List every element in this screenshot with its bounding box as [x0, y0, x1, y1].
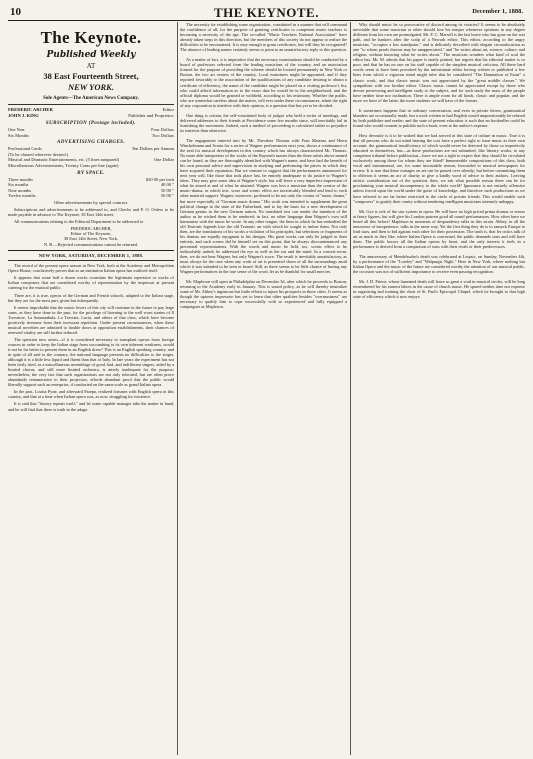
editor-title: Editor of The Keynote,: [70, 231, 112, 237]
rate-label: Six months: [8, 182, 29, 188]
rate-label: Three months: [8, 176, 33, 182]
rate-price: $30 00 per inch: [145, 176, 174, 182]
staff-role: Publisher and Proprietor.: [128, 113, 174, 118]
rate-price: 40 00 ": [160, 182, 174, 188]
article-paragraph: As a matter of fact, it is imperative that the necessary examinations should be conducted by a board of professors selected from the leading musicians of the country, and an association formed for the purpose of providing the scheme should be located permanently in New York or Boston, the two art centers of the country. Local examiners might be appointed, and if they reported favorably to the association of the qualifications of any candidate desiring to obtain a certificate of efficiency, the name of the candidate might be placed on a visiting professor's list, who could afford information as to the exact date he would be in the neighborhood, and the official diploma would be granted or withheld, according to his testimony. Whether the public, who are somewhat careless about the matter, will ever under these circumstances, admit the right of any corporation to interfere with their opinion, is a question that has yet to be decided.: [180, 57, 347, 108]
column-rule: [350, 22, 351, 755]
column-1-articles: [8, 263, 174, 411]
space-heading: BY SPACE.: [77, 170, 105, 176]
subscription-notice: Subscriptions and advertisements to be addressed to, and Checks and P. O. Orders to be made payable in advance to The Keynote, 38 East 14th street.: [8, 206, 174, 217]
divider: [8, 250, 174, 251]
editorial-notice: All communications relating to the Editorial Department to be addressed to: [14, 218, 144, 224]
advertising-rates: [8, 146, 174, 168]
columns: [8, 22, 525, 755]
rate-price: 56 00 ": [160, 193, 174, 199]
page-title: THE KEYNOTE.: [214, 5, 319, 20]
rate-label: One Year: [8, 127, 25, 132]
column-1: [8, 22, 174, 755]
staff-role: Editor: [162, 107, 174, 112]
article-paragraph: It is said that "history repeats itself," and let some capable manager take the matter in hand, and he will find that there is truth in the adage.: [8, 401, 174, 412]
rate-row: [8, 163, 174, 169]
article-paragraph: It seems improbable that the music lovers of this city will continue in the future to pay large sums, as they have done in the past, for the privilege of listening to the well worn strains of Il Trovatore, La Sonnambula, La Traviata, Lucia, and others of that class, which have become positively tiresome from their incessant repetition. Under present circumstances, when these musical novelties are admitted to double doors at opposition establishments, their chances of renewed vitality are still further reduced.: [8, 304, 174, 335]
column-3-articles: [353, 22, 525, 299]
article-paragraph: Mr. Gye is sick of the star system in opera. He will have no high priced prima donnas or tenors at fancy figures, but will give his London patrons good all round performances. How often have we heard all this before! Mapleson in moments of despondency talks in this strain. Abbey, in all the innocence of inexperience, talks in the same way. Yet the first thing they do is to ransack Europe to find stars, and then to bid against each other for their possession. The truth is, that let critics talk of art as much as they like, where Italian Opera is concerned, the public demands stars and will have them. The public knows all the Italian operas by heart, and the only interest it feels in a performance is derived from a comparison of stars with their rivals or their predecessors.: [353, 208, 525, 249]
running-header: [8, 6, 525, 21]
article-paragraph: In the past, Louisa Pyne, and afterward Parepa, realized fortunes with English opera in this country, and that at a time when Italian opera was, as now, struggling for existence.: [8, 389, 174, 400]
rate-row: [8, 133, 174, 139]
rate-price: Ten Dollars per Annum: [131, 146, 174, 152]
article-paragraph: The question now arises—if it is considered necessary to transplant operas from foreign sources in order to keep the Italian stage from succumbing to its own inherent weakness, would it not be far better to present them in an English dress? This is an English speaking country, and in spite of all said to the contrary, the national language presents no difficulties to the singer, although it is a little less liquid and fluent than that of Italy. In late years the experiment has not been fairly tried, as a miscellaneous assemblage of good, bad, and indifferent singers, aided by a limited chorus, and still more limited orchestra, is utterly inadequate for the purpose; nevertheless, the very fact that such organizations are not only tolerated, but are often prove abundantly remunerative to their projectors, affords abundant proof that the public would liberally support such an enterprise, if conducted on the same scale as grand Italian opera.: [8, 336, 174, 388]
masthead-title: The Keynote.: [40, 28, 142, 47]
masthead-at: AT: [86, 62, 96, 70]
masthead: [8, 28, 174, 261]
rate-label: Nine months: [8, 187, 32, 193]
staff-name: FREDERIC ARCHER: [8, 107, 53, 112]
rate-label: Professional Cards: [8, 146, 42, 152]
masthead-address: 38 East Fourteenth Street,: [43, 71, 139, 81]
rate-row: [8, 193, 174, 199]
article-paragraph: It sometimes happens that in ordinary conversation, and even in private letters, grammatical blunders are occasionally made, but a work written in bad English would unquestionably be refused by both publisher and reader; and the state of present education is such that no bookseller could be found who would consent to publish such a book, even at the author's expense.: [353, 107, 525, 128]
article-paragraph: One thing is certain, the self-constituted body of judges who held a series of meetings, and delivered addresses to their friends at Providence some few months since, will inevitably fail in furnishing the movement. Indeed, such a method of proceeding is calculated rather to prejudice its interests than otherwise.: [180, 112, 347, 133]
article-paragraph: There are, it is true, operas of the German and French schools, adapted to the Italian stage, but they are for the most part, given but infrequently.: [8, 292, 174, 303]
page-number: 10: [10, 6, 21, 18]
rate-price: Two Dollars: [151, 132, 174, 138]
space-rates: [8, 177, 174, 199]
rate-label: Twelve months: [8, 193, 36, 199]
staff-name: JOHN J. KING: [8, 113, 39, 118]
rate-price: Four Dollars: [151, 127, 174, 132]
column-3: [353, 22, 525, 755]
article-paragraph: Mr. Mapleson will open in Philadelphia on December 3d, after which he proceeds to Boston, returning to the Academy early in January. This is sound policy, as he will thereby neutralize some of Mr. Abbey's ingenious but futile efforts to injure his prospects in those cities. It seems as though the uptown impresario has yet to learn that other qualities besides "overmastness" are necessary to qualify him to cope successfully with so experienced and fully equipped a campaigner as Mapleson.: [180, 279, 347, 310]
article-paragraph: The anniversary of Mendelssohn's death was celebrated at Leipsic, on Sunday, November 4th, by a performance of the "Loreley" and "Walpurgis Night." Here in New York, where nothing but Italian Opera and the music of the future are considered worthy the attention of our musical public, the occasion was not of sufficient importance to receive even passing recognition.: [353, 253, 525, 275]
article-paragraph: The necessity for establishing some organization, constituted in a manner that will command the confidence of all, for the purpose of granting certificates to competent music teachers is becoming a necessity of the age. The so-called "Music Teachers National Association" have already taken steps in this direction, but the members of this society do not appear to realize the difficulties to be encountered. It is easy enough to grant certificates, but will they be recognized? The absence of leading names certainly seems to point to an unsatisfactory reply to this question.: [180, 22, 347, 53]
article-paragraph: Why should music be so provocative of discord among its votaries? It seems to be absolutely inevitable that some musician or other should lose his temper whenever opinions in any degree different from his own are promulgated. Mr. F. C. Marsell is the last brave who has gone on the war path, and he hankers after the scalp of a Newark editor. This editor, according to the angry musician, "occupies a low standpoint," and is delicately described with elegant circumlocution as one "to whom pearls thrown may be unappreciated," and "he writes about art, science, culture, and religion, without knowing what he writes about." The musician wonders what kind of soul the editor has. Mr. M. admits that his paper is neatly printed, but regrets that his editorial matter is so poor, and that he has no one on his staff capable of the simplest musical criticism. All these hard words seem to have been provoked by the unfortunate editor having written or published a few lines from which a vigorous mind might infer that he considered "The Damnation of Faust" a classic work, and that classic music was not appreciated by the "great middle classes." We sympathize with our brother editor. Classic music cannot be appreciated except by those who devote persevering and intelligent study to the subject, and for such study the mass of the people have neither time nor inclination. There is ample room for all kinds, classic and popular, and the more we have of the latter, the more students we will have of the former.: [353, 22, 525, 103]
article-paragraph: It appears that some half a dozen works constitute the legitimate repertoire or works of Italian composers that are considered worthy of representation by the impresari at present catering for the musical public.: [8, 275, 174, 291]
staff-row: [8, 113, 174, 119]
advertising-heading: ADVERTISING CHARGES.: [56, 140, 126, 146]
sole-agents: Sole Agents—The American News Company.: [43, 96, 139, 101]
editor-address: 38 East 14th Street, New York.: [63, 236, 119, 242]
staff-list: [8, 107, 174, 119]
rejected-note: N. B.—Rejected communications cannot be returned.: [43, 241, 139, 247]
editor-name: FREDERIC ARCHER,: [70, 225, 112, 231]
other-ads-note: Other advertisements by special contract.: [53, 199, 129, 205]
subscription-heading: SUBSCRIPTION (Postage included).: [45, 121, 137, 126]
column-rule: [177, 22, 178, 755]
masthead-subtitle: Published Weekly: [46, 50, 136, 60]
column-2: [180, 22, 347, 755]
rate-label: Miscellaneous Advertisements, Twenty Cents per line (agate): [8, 162, 119, 168]
rate-price: One Dollar: [153, 157, 174, 163]
rate-price: 50 00 ": [160, 187, 174, 193]
rate-label: Musical and Dramatic Entertainments, etc. (5 lines nonpareil): [8, 157, 120, 163]
rate-label: Six Months: [8, 132, 29, 138]
divider: [8, 260, 174, 261]
subscription-rates: [8, 127, 174, 138]
dateline: NEW YORK, SATURDAY, DECEMBER 1, 1888.: [38, 253, 144, 259]
article-paragraph: The engagement entered into by Mr. Theodore Thomas with Frau Materna and Herrn Winckelmann and Scaria for a series of Wagner performances next year, shows a continuance of the zeal for musical development in this country which has always characterized Mr. Thomas. No more able interpreters of the works of the Bayreuth master than the three artists above named can be found, as they are thoroughly identified with Wagner's name, and have had the benefit of his own personal advice and supervision in studying and performing the pieces in which they have acquired their reputation. But we venture to suggest that the performances announced for next year will, like those that took place last, be entirely inadequate to do justice to Wagner's ideas. They may give some idea of Wagner's style, but will leave a very imperfect impression of what he aimed at and of what he attained. Wagner was less a musician than the creator of the music-drama, in which text, score and scenic effect are inextricably blended and lend to each other material support. Wagner, moreover, professed to be not only the creator of "music drama," but more especially of "German music drama." His work was intended to supplement the great political change in the state of the Fatherland, and to lay the basis for a new development of German genius in the new German nation. No translated text can render the intention of the author as he wished them to be rendered; in fact, no other language than Wagner's own will harmonize with the music he wrote. In any other tongue, the lines in which he has embodied the old Teutonic legends lose the old Teutonic air with which he sought to imbue them. Not only then, are the translations of his works a violation of his principles, but selections or fragments of his dramas are equally repugnant to his designs. His great works can only be judged in their entirety, and such scenes did he himself set on this point, that he always discountenanced any piecemeal representations. With the words and music he held, too, scenic effect to be indissolubly united; he addressed the eye as well as the ear and the mind. In a concert-room, then, we do not hear Wagner, but only Wagner's score. The result is inevitably unsatisfactory, as must always be the case when any work of art is presented shorn of all the surroundings amid which it was intended to be seen or heard. Still, as there seems to be little chance of having any Wagner performances in the true sense of the word, let us be thankful for small mercies.: [180, 137, 347, 275]
article-paragraph: The record of the present opera season in New York, both at the Academy and Metropolitan Opera House, conclusively proves that as an institution Italian opera has outlived itself.: [8, 263, 174, 274]
column-2-articles: [180, 22, 347, 309]
article-paragraph: Mr. J. D. Prince, whose lamented death will leave so great a void in musical circles, will be long remembered for his earnest labors in the cause of church music. He spared neither time nor expense in organizing and training the choir of St. Paul's Episcopal Chapel, which he brought to that high state of efficiency which it now enjoys.: [353, 279, 525, 300]
divider: [8, 104, 174, 105]
issue-date: December 1, 1888.: [472, 8, 523, 15]
article-paragraph: How devoutly is it to be wished that we had arrived at this state of culture in music. True it is that all persons who do not mind hearing the cost have a perfect right to issue music as their own account, the grammatical insufficiency of which would never be detected by those so imperfectly educated as themselves, but—as these productions are not submitted, like literary works, to any competent tribunal before publication—have we not a right to expect that they should be circulated exclusively among those for whom they are fitted? Innumerable compositions of this class, both vocal and instrumental, are, for some inscrutable reason, forwarded to musical newspapers for review. It is true that these outrages on art can be passed over silently; but before committing them to oblivion it seems an act of charity to give a kindly word of advice to their authors. Leaving artistic consideration out of the question, then, we ask what possible reason there can be for proclaiming your musical incompetency to the whole world? Ignorance is not entirely offensive unless forced upon the world under the guise of knowledge, and therefore such productions as we have referred to are far better restricted to the circle of private friends. This would enable such "composers" to gratify their vanity without rendering intelligent musicians intensely unhappy.: [353, 132, 525, 204]
masthead-city: NEW YORK.: [68, 82, 114, 92]
rate-label: (To be classed wherever desired.): [8, 151, 69, 157]
